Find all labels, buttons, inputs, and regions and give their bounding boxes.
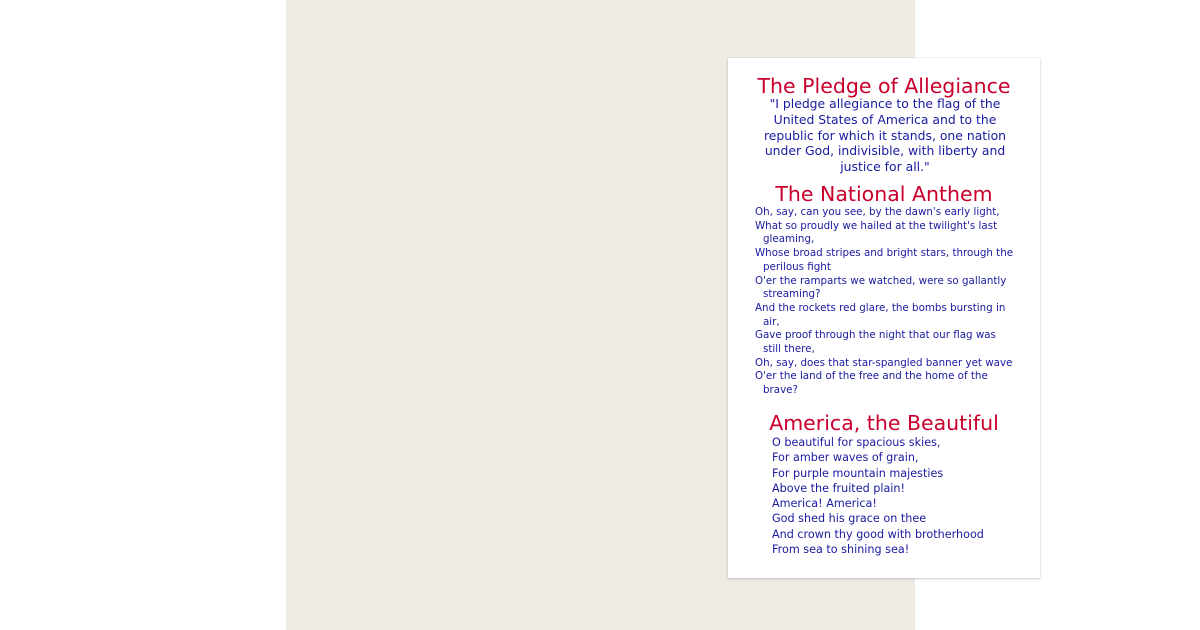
america-line: God shed his grace on thee [772, 512, 927, 526]
anthem-line: Gave proof through the night that our flag was still there, [755, 329, 996, 356]
anthem-line: O'er the ramparts we watched, were so gallantly streaming? [755, 274, 1007, 301]
pledge-text: "I pledge allegiance to the flag of the United States of America and to the republic for which it stands, one nation under God, indivisible, with liberty and justice for all." [763, 96, 1007, 175]
anthem-title: The National Anthem [775, 182, 993, 206]
america-line: Above the fruited plain! [772, 481, 905, 495]
paper-backdrop [286, 0, 1014, 630]
anthem-line: O'er the land of the free and the home of the brave? [755, 370, 988, 397]
anthem-line: Oh, say, does that star-spangled banner yet wave [755, 356, 1013, 369]
printed-card [728, 58, 1040, 578]
anthem-line: And the rockets red glare, the bombs bursting in air, [755, 301, 1006, 328]
america-line: And crown thy good with brotherhood [772, 527, 984, 541]
america-line: For amber waves of grain, [772, 451, 919, 465]
pledge-title: The Pledge of Allegiance [757, 74, 1011, 98]
anthem-line: Whose broad stripes and bright stars, through the perilous fight [755, 247, 1014, 273]
america-line: O beautiful for spacious skies, [772, 436, 941, 449]
america-title: America, the Beautiful [769, 411, 999, 435]
america-line: From sea to shining sea! [772, 543, 910, 557]
anthem-line: What so proudly we hailed at the twilight's last gleaming, [755, 219, 998, 246]
anthem-lyrics [755, 206, 1015, 398]
anthem-line: Oh, say, can you see, by the dawn's early light, [755, 206, 1000, 218]
america-lyrics [772, 435, 1012, 557]
america-line: For purple mountain majesties [772, 466, 944, 480]
america-line: America! America! [772, 497, 877, 511]
